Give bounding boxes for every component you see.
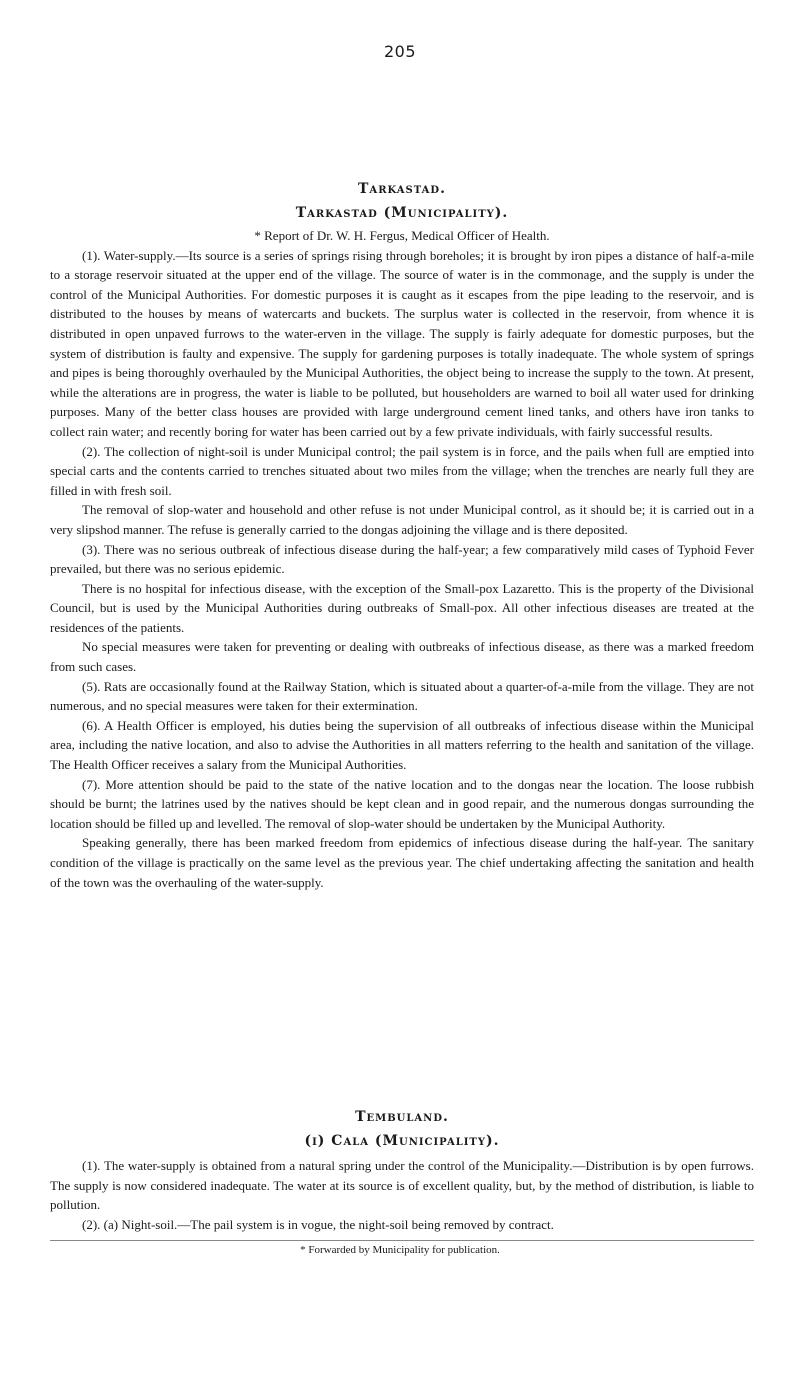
report-attribution: * Report of Dr. W. H. Fergus, Medical Officer of Health. xyxy=(254,228,550,243)
section-subheading: (i) Cala (Municipality). xyxy=(304,1133,500,1149)
section-heading: Tembuland. xyxy=(355,1109,449,1125)
paragraph: (6). A Health Officer is employed, his duties being the supervision of all outbreaks of infectious disease within the Municipal area, including the native location, and also to advise the Authorities in all matters referring to the health and sanitation of the village. The Health Officer receives a salary from the Municipal Authorities. xyxy=(50,717,754,773)
paragraph: (1). The water-supply is obtained from a natural spring under the control of the Municipality.—Distribution is by open furrows. The supply is now considered inadequate. The water at its source is of excellent quality, but, by the method of distribution, is liable to pollution. xyxy=(50,1158,754,1213)
paragraph: The removal of slop-water and household and other refuse is not under Municipal control, as it should be; it is carried out in a very slipshod manner. The refuse is generally carried to the dongas adjoining the village and is there deposited. xyxy=(50,502,754,537)
section-tembuland xyxy=(50,1108,754,1234)
paragraph: (7). More attention should be paid to the state of the native location and to the dongas near the location. The loose rubbish should be burnt; the latrines used by the natives should be kept clean and in good repair, and the numerous dongas surrounding the location should be filled up and levelled. The removal of slop-water should be undertaken by the Municipal Authority. xyxy=(50,776,754,831)
footnote-divider xyxy=(50,1240,754,1241)
paragraph: There is no hospital for infectious disease, with the exception of the Small-pox Lazaretto. This is the property of the Divisional Council, but is used by the Municipal Authorities during outbreaks of Small-pox. All other infectious diseases are treated at the residences of the patients. xyxy=(50,580,754,635)
paragraph: No special measures were taken for preventing or dealing with outbreaks of infectious disease, as there was a marked freedom from such cases. xyxy=(50,639,754,675)
paragraph: (1). Water-supply.—Its source is a series of springs rising through boreholes; it is brought by iron pipes a distance of half-a-mile to a storage reservoir situated at the upper end of the village. The source of water is in the commonage, and the supply is under the control of the Municipal Authorities. For domestic purposes it is caught as it escapes from the pipe leading to the reservoir, and is distributed to the houses by means of watercarts and buckets. The surplus water is collected in the reservoir, from whence it is distributed in open unpaved furrows to the water-erven in the village. The supply is fairly adequate for domestic purposes, but the system of distribution is faulty and expensive. The supply for gardening purposes is totally inadequate. The whole system of springs and pipes is being thoroughly overhauled by the Municipal Authorities, the object being to increase the supply to the town. At present, while the alterations are in progress, the water is liable to be polluted, but householders are warned to boil all water used for drinking purposes. Many of the better class houses are provided with large underground cement lined tanks, and others have iron tanks to collect rain water; and recently boring for water has been carried out by a few private individuals, with fairly successful results. xyxy=(50,247,754,439)
section-subheading: Tarkastad (Municipality). xyxy=(295,205,509,221)
footnote: * Forwarded by Municipality for publication. xyxy=(300,1244,500,1256)
section-heading: Tarkastad. xyxy=(358,181,446,197)
paragraph: (5). Rats are occasionally found at the Railway Station, which is situated about a quarter-of-a-mile from the village. They are not numerous, and no special measures were taken for their extermination. xyxy=(50,678,754,714)
section-tarkastad xyxy=(50,180,754,892)
paragraph: (2). The collection of night-soil is under Municipal control; the pail system is in force, and the pails when full are emptied into special carts and the contents carried to trenches situated about two miles from the village; when the trenches are nearly full they are filled in with fresh soil. xyxy=(50,443,754,498)
page-number: 205 xyxy=(383,42,417,61)
paragraph: (2). (a) Night-soil.—The pail system is in vogue, the night-soil being removed by contract. xyxy=(82,1216,554,1232)
paragraph: (3). There was no serious outbreak of infectious disease during the half-year; a few comparatively mild cases of Typhoid Fever prevailed, but there was no serious epidemic. xyxy=(50,541,754,577)
paragraph: Speaking generally, there has been marked freedom from epidemics of infectious disease during the half-year. The sanitary condition of the village is practically on the same level as the previous year. The chief undertaking affecting the sanitation and health of the town was the overhauling of the water-supply. xyxy=(50,835,754,890)
